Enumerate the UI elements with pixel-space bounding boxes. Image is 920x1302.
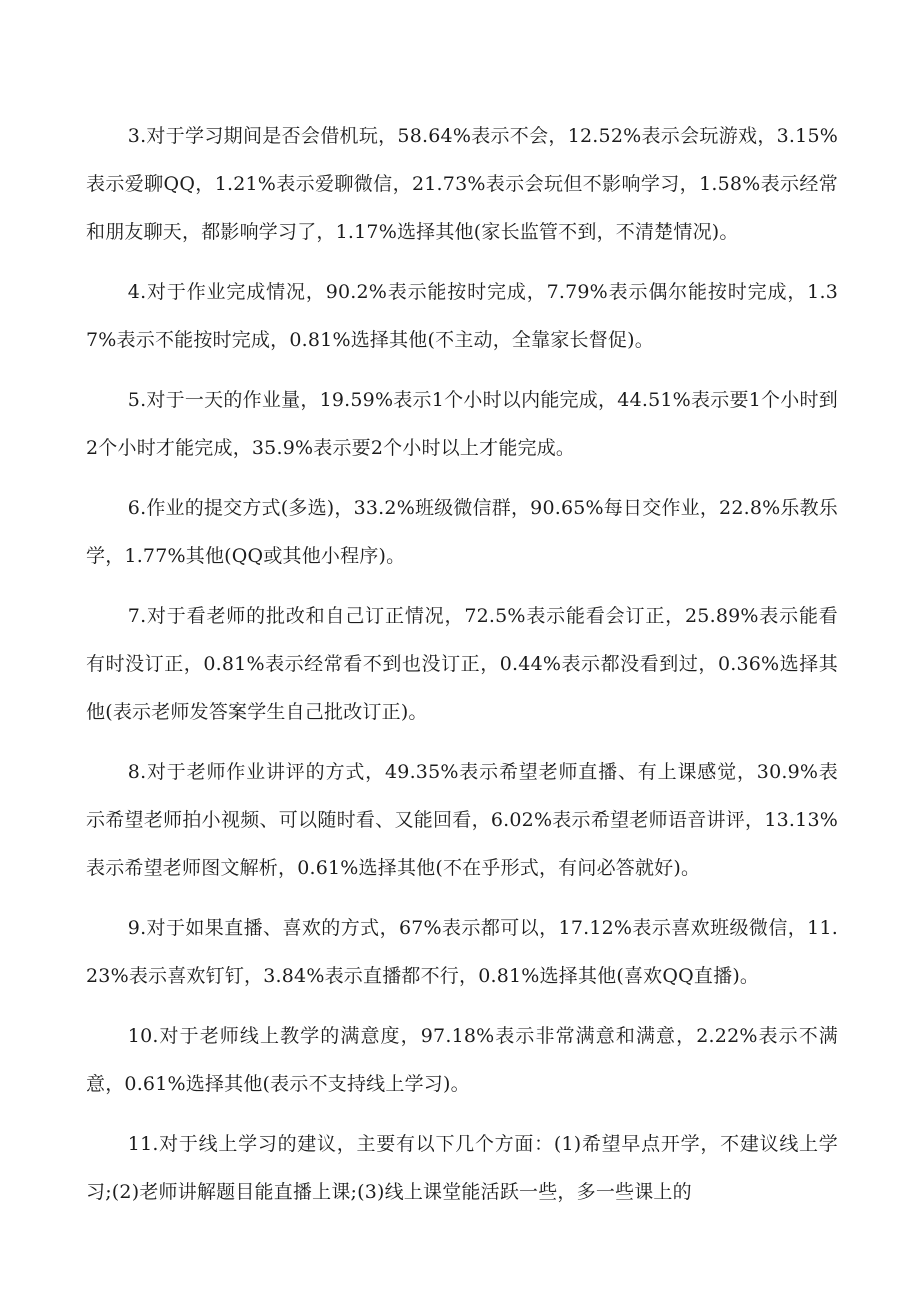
paragraph-item-4: 4.对于作业完成情况，90.2%表示能按时完成，7.79%表示偶尔能按时完成，1.37%表示不能按时完成，0.81%选择其他(不主动，全靠家长督促)。 <box>86 281 838 351</box>
paragraph-item-11: 11.对于线上学习的建议，主要有以下几个方面：(1)希望早点开学，不建议线上学习;(2)老师讲解题目能直播上课;(3)线上课堂能活跃一些，多一些课上的 <box>86 1133 838 1203</box>
paragraph-item-10: 10.对于老师线上教学的满意度，97.18%表示非常满意和满意，2.22%表示不满意，0.61%选择其他(表示不支持线上学习)。 <box>86 1025 838 1095</box>
paragraph-item-5: 5.对于一天的作业量，19.59%表示1个小时以内能完成，44.51%表示要1个小时到2个小时才能完成，35.9%表示要2个小时以上才能完成。 <box>86 389 838 459</box>
paragraph-item-6: 6.作业的提交方式(多选)，33.2%班级微信群，90.65%每日交作业，22.8%乐教乐学，1.77%其他(QQ或其他小程序)。 <box>86 497 838 567</box>
document-body <box>86 112 838 1228</box>
paragraph-item-8: 8.对于老师作业讲评的方式，49.35%表示希望老师直播、有上课感觉，30.9%表示希望老师拍小视频、可以随时看、又能回看，6.02%表示希望老师语音讲评，13.13%表示希望老师图文解析，0.61%选择其他(不在乎形式，有问必答就好)。 <box>86 761 838 879</box>
paragraph-item-7: 7.对于看老师的批改和自己订正情况，72.5%表示能看会订正，25.89%表示能看有时没订正，0.81%表示经常看不到也没订正，0.44%表示都没看到过，0.36%选择其他(表示老师发答案学生自己批改订正)。 <box>86 605 838 723</box>
paragraph-item-9: 9.对于如果直播、喜欢的方式，67%表示都可以，17.12%表示喜欢班级微信，11.23%表示喜欢钉钉，3.84%表示直播都不行，0.81%选择其他(喜欢QQ直播)。 <box>86 917 838 987</box>
paragraph-item-3: 3.对于学习期间是否会借机玩，58.64%表示不会，12.52%表示会玩游戏，3.15%表示爱聊QQ，1.21%表示爱聊微信，21.73%表示会玩但不影响学习，1.58%表示经常和朋友聊天，都影响学习了，1.17%选择其他(家长监管不到，不清楚情况)。 <box>86 125 838 243</box>
